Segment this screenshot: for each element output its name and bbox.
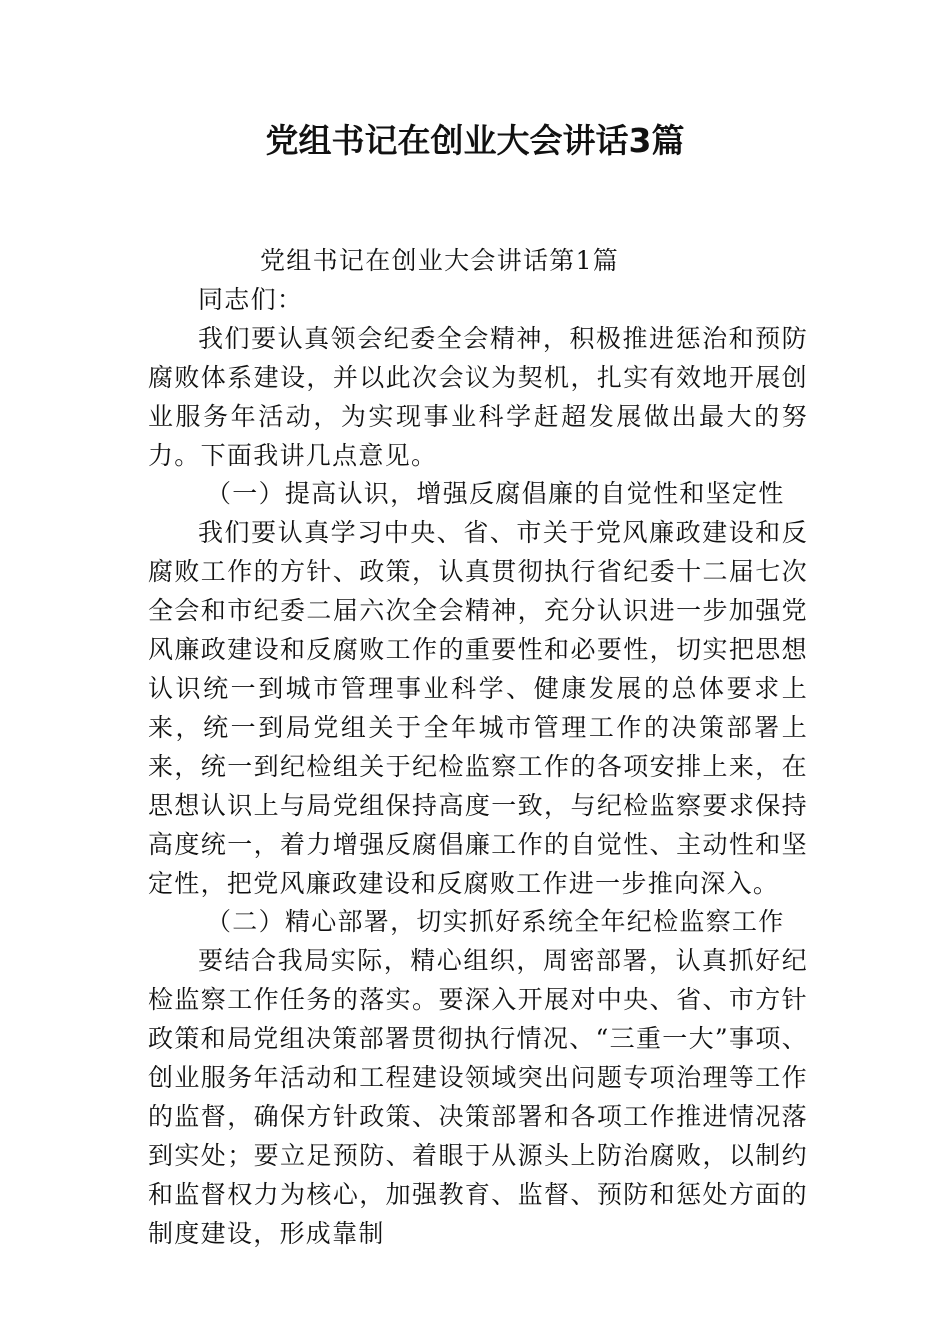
article-subtitle: 党组书记在创业大会讲话第1篇 (260, 246, 620, 275)
intro-paragraph: 我们要认真领会纪委全会精神，积极推进惩治和预防腐败体系建设，并以此次会议为契机，扎实有效地开展创业服务年活动，为实现事业科学赶超发展做出最大的努力。下面我讲几点意见。 (148, 323, 808, 470)
section-1-paragraph: 我们要认真学习中央、省、市关于党风廉政建设和反腐败工作的方针、政策，认真贯彻执行省纪委十二届七次全会和市纪委二届六次全会精神，充分认识进一步加强党风廉政建设和反腐败工作的重要性和必要性，切实把思想认识统一到城市管理事业科学、健康发展的总体要求上来，统一到局党组关于全年城市管理工作的决策部署上来，统一到纪检组关于纪检监察工作的各项安排上来，在思想认识上与局党组保持高度一致，与纪检监察要求保持高度统一，着力增强反腐倡廉工作的自觉性、主动性和坚定性，把党风廉政建设和反腐败工作进一步推向深入。 (148, 518, 808, 898)
document-body (148, 242, 808, 1254)
section-2-paragraph: 要结合我局实际，精心组织，周密部署，认真抓好纪检监察工作任务的落实。要深入开展对中央、省、市方针政策和局党组决策部署贯彻执行情况、“三重一大”事项、创业服务年活动和工程建设领域突出问题专项治理等工作的监督，确保方针政策、决策部署和各项工作推进情况落到实处；要立足预防、着眼于从源头上防治腐败，以制约和监督权力为核心，加强教育、监督、预防和惩处方面的制度建设，形成靠制 (148, 946, 808, 1248)
section-1-heading: （一）提高认识，增强反腐倡廉的自觉性和坚定性 (206, 479, 785, 509)
section-2-heading: （二）精心部署，切实抓好系统全年纪检监察工作 (206, 907, 785, 937)
greeting: 同志们： (198, 284, 304, 314)
document-title: 党组书记在创业大会讲话3篇 (265, 121, 685, 160)
